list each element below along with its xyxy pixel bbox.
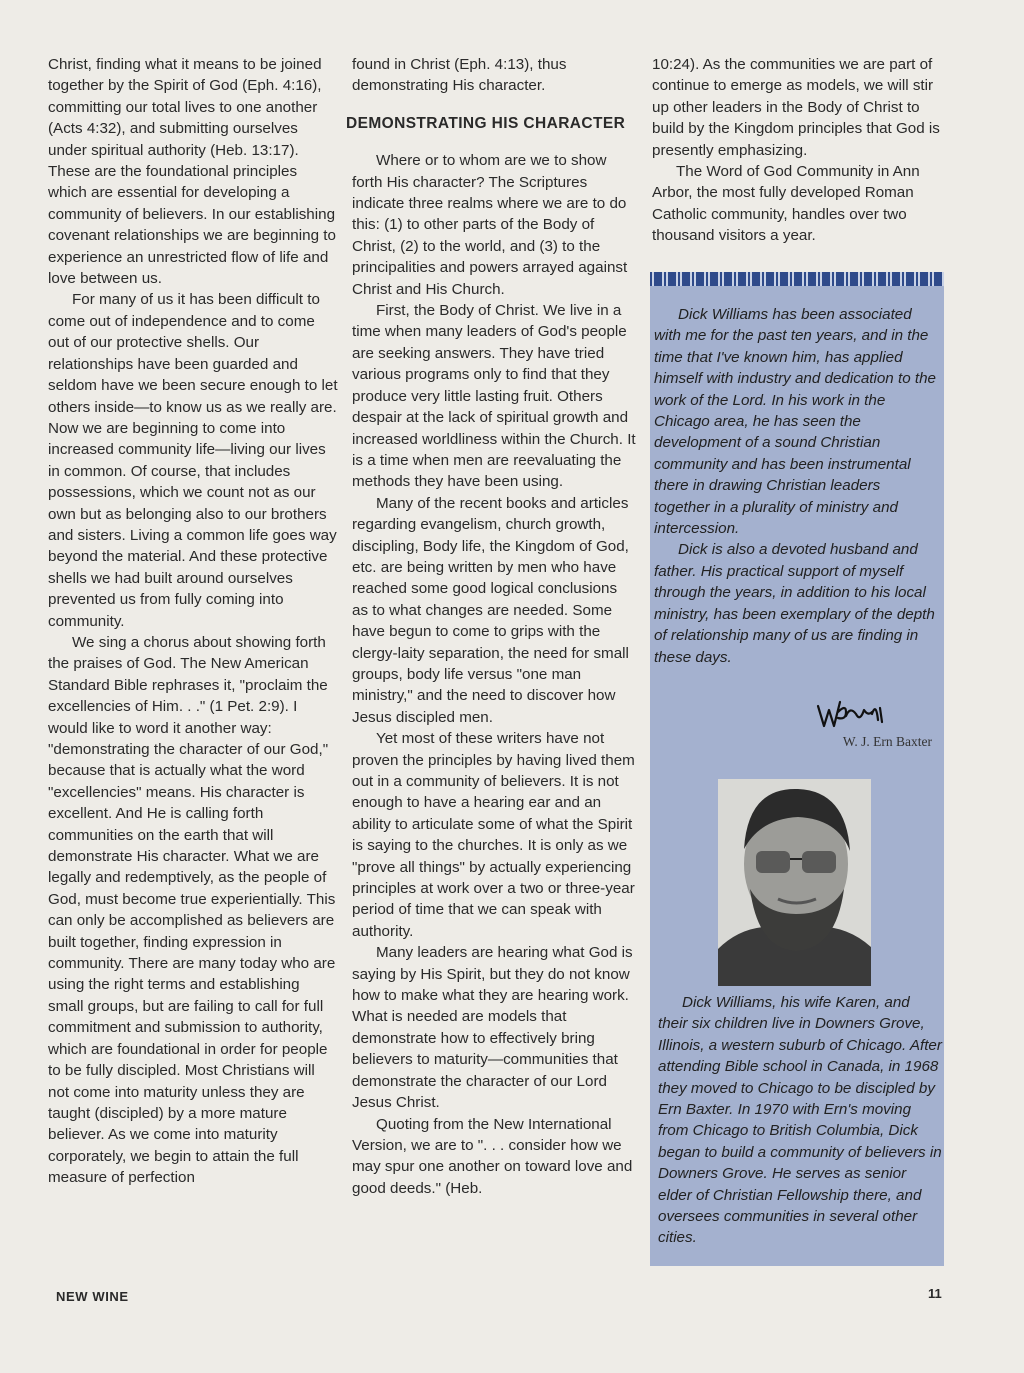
paragraph: The Word of God Community in Ann Arbor, the most fully developed Roman Catholic community, handles over two thousand visitors a year. <box>652 163 920 245</box>
signatory-name: W. J. Ern Baxter <box>842 734 932 749</box>
paragraph: For many of us it has been difficult to come out of independence and to come out of our protective shells. Our relationships have been guarded and seldom have we been secure enough to let others inside—to know us as we really are. Now we are beginning to come into increased community life—living our lives in common. Of course, that includes possessions, which we count not as our own but as belonging also to our brothers and sisters. Living a common life goes way beyond the material. And these protective shells we had built around ourselves prevented us from fully coming into community. <box>48 291 338 630</box>
article-column-2 <box>346 54 637 1199</box>
paragraph: Many leaders are hearing what God is saying by His Spirit, but they do not know how to make what they are hearing work. What is needed are models that demonstrate how to effectively bring believers to maturity—communities that demonstrate the character of our Lord Jesus Christ. <box>352 944 633 1112</box>
publication-name: NEW WINE <box>56 1289 129 1304</box>
paragraph: Dick is also a devoted husband and father. His practical support of myself through the years, in addition to his local ministry, has been exemplary of the depth of relationship many of us are finding in these days. <box>654 541 935 666</box>
article-column-1 <box>48 54 338 1189</box>
paragraph: Where or to whom are we to show forth His character? The Scriptures indicate three realms where we are to do this: (1) to other parts of the Body of Christ, (2) to the world, and (3) to the principalities and powers arrayed against Christ and His Church. <box>352 152 628 298</box>
portrait-photo <box>718 779 871 986</box>
tribute-sidebar <box>650 272 944 1266</box>
paragraph: First, the Body of Christ. We live in a time when many leaders of God's people are seeking answers. They have tried various programs only to find that they produce very little lasting fruit. Others despair at the lack of spiritual growth and increased worldliness within the Church. It is a time when men are reevaluating the methods they have been using. <box>352 302 636 491</box>
page-number: 11 <box>928 1286 942 1301</box>
tribute-text <box>654 304 938 668</box>
paragraph: 10:24). As the communities we are part of continue to emerge as models, we will stir up other leaders in the Body of Christ to build by the Kingdom principles that God is presently emphasizing. <box>652 56 940 159</box>
photo-caption <box>658 992 942 1249</box>
paragraph: Yet most of these writers have not proven the principles by having lived them out in a community of believers. It is not enough to have a hearing ear and an ability to articulate some of what the Spirit is saying to the churches. It is only as we "prove all things" by actually experiencing principles at work over a two or three-year period of time that we can speak with authority. <box>352 730 635 940</box>
article-column-3 <box>652 54 942 247</box>
paragraph: Quoting from the New International Version, we are to ". . . consider how we may spur one another on toward love and good deeds." (Heb. <box>352 1115 633 1197</box>
paragraph: Many of the recent books and articles regarding evangelism, church growth, discipling, Body life, the Kingdom of God, etc. are being written by men who have reached some good logical conclusions as to what changes are needed. Some have begun to come to grips with the clergy-laity separation, the need for small groups, body life versus "one man ministry," and the need to discover how Jesus discipled men. <box>352 494 629 726</box>
section-heading: DEMONSTRATING HIS CHARACTER <box>346 114 626 132</box>
decorative-border <box>650 272 944 286</box>
paragraph: found in Christ (Eph. 4:13), thus demonstrating His character. <box>352 56 567 95</box>
paragraph: Dick Williams, his wife Karen, and their six children live in Downers Grove, Illinois, a western suburb of Chicago. After attending Bible school in Canada, in 1968 they moved to Chicago to be discipled by Ern Baxter. In 1970 with Ern's moving from Chicago to British Columbia, Dick began to build a community of believers in Downers Grove. He serves as senior elder of Christian Fellowship there, and oversees communities in several other cities. <box>658 994 942 1247</box>
paragraph: We sing a chorus about showing forth the praises of God. The New American Standard Bible rephrases it, "proclaim the excellencies of Him. . ." (1 Pet. 2:9). I would like to word it another way: "demonstrating the character of our God," because that is actually what the word "excellencies" means. His character is excellent. And He is calling forth communities on the earth that will demonstrate His character. What we are legally and redemptively, as the people of God, must become true experientially. This can only be accomplished as believers are built together, finding expression in community. There are many today who are using the right terms and establishing small groups, but are failing to call for full commitment and submission to authority, which are foundational in order for people to be fully discipled. Most Christians will not come into maturity unless they are taught (discipled) by a more mature believer. As we come into maturity corporately, we begin to attain the full measure of perfection <box>48 633 336 1187</box>
paragraph: Christ, finding what it means to be joined together by the Spirit of God (Eph. 4:16), committing our total lives to one another (Acts 4:32), and submitting ourselves under spiritual authority (Heb. 13:17). These are the foundational principles which are essential for developing a community of believers. In our establishing covenant relationships we are beginning to experience an unrestricted flow of life and love between us. <box>48 56 336 288</box>
paragraph: Dick Williams has been associated with me for the past ten years, and in the time that I've known him, has applied himself with industry and dedication to the work of the Lord. In his work in the Chicago area, he has seen the development of a sound Christian community and has been instrumental there in drawing Christian leaders together in a plurality of ministry and intercession. <box>654 306 936 538</box>
handwritten-signature <box>816 692 886 738</box>
